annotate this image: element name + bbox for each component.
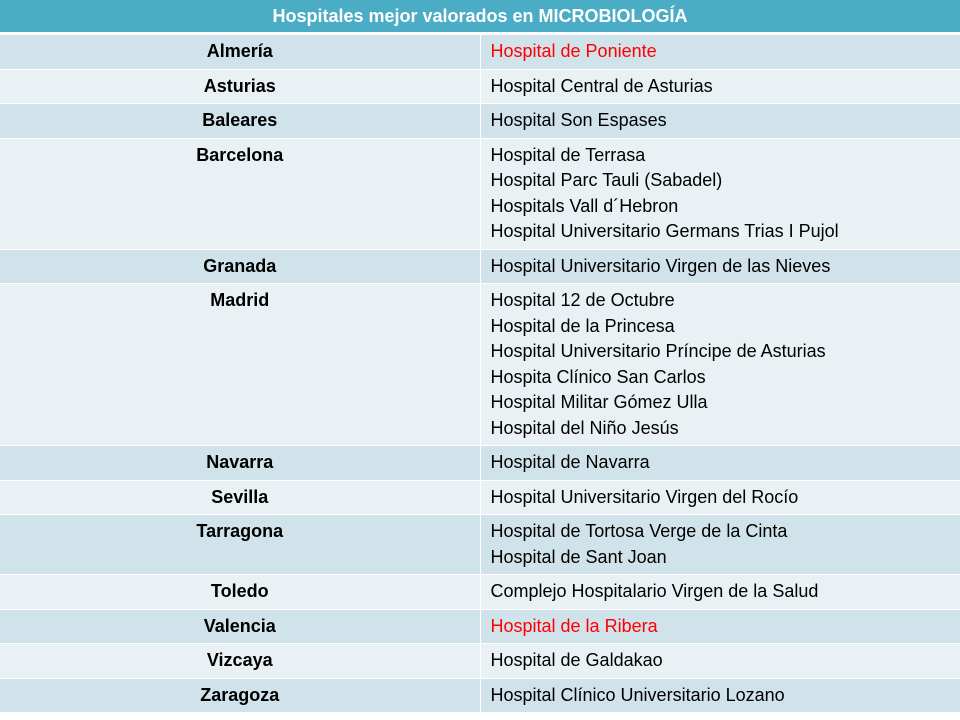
- hospital-list-cell: [480, 284, 960, 446]
- hospital-name: Hospital de la Princesa: [490, 315, 675, 336]
- hospital-name: Hospital Universitario Virgen del Rocío: [490, 486, 799, 507]
- header-row: [0, 0, 960, 34]
- table-row: [0, 609, 960, 644]
- hospital-list-cell: [480, 249, 960, 284]
- hospital-name: Hospital Son Espases: [490, 110, 667, 130]
- hospital-list-cell: [480, 138, 960, 249]
- hospital-name: Hospital del Niño Jesús: [490, 417, 679, 438]
- table-row: [0, 34, 960, 70]
- hospital-name: Hospital 12 de Octubre: [490, 290, 675, 310]
- hospital-name: Hospital Parc Tauli (Sabadel): [490, 170, 723, 190]
- hospital-name: Hospital Clínico Universitario Lozano: [490, 684, 785, 705]
- hospital-name: Hospital de Sant Joan: [490, 546, 667, 567]
- hospital-name: Hospital Universitario Príncipe de Asturias: [490, 341, 826, 361]
- hospital-list-cell: [480, 34, 960, 70]
- province-cell: Barcelona: [0, 138, 480, 249]
- hospital-name: Hospitals Vall d´Hebron: [490, 195, 679, 216]
- table-row: [0, 104, 960, 139]
- hospital-list-cell: [480, 446, 960, 481]
- hospital-list-cell: [480, 678, 960, 713]
- hospital-name: Hospital de Navarra: [490, 452, 650, 472]
- hospital-name: Hospital de Poniente: [490, 41, 657, 61]
- table-row: [0, 515, 960, 575]
- hospital-list-cell: [480, 480, 960, 515]
- table-header: [0, 0, 960, 34]
- table-row: [0, 69, 960, 104]
- province-cell: Baleares: [0, 104, 480, 139]
- hospital-list-cell: [480, 69, 960, 104]
- province-cell: Tarragona: [0, 515, 480, 575]
- hospital-name: Hospital de la Ribera: [490, 615, 658, 636]
- hospital-name: Complejo Hospitalario Virgen de la Salud: [490, 581, 819, 601]
- province-cell: Madrid: [0, 284, 480, 446]
- table-row: [0, 284, 960, 446]
- hospital-name: Hospital Universitario Virgen de las Nieves: [490, 255, 831, 276]
- province-cell: Valencia: [0, 609, 480, 644]
- hospital-list-cell: [480, 644, 960, 679]
- table-body: [0, 34, 960, 713]
- table-row: [0, 446, 960, 481]
- hospital-name: Hospital de Galdakao: [490, 650, 663, 670]
- province-cell: Toledo: [0, 575, 480, 610]
- hospital-name: Hospital de Tortosa Verge de la Cinta: [490, 521, 788, 541]
- province-cell: Zaragoza: [0, 678, 480, 713]
- hospital-list-cell: [480, 609, 960, 644]
- province-cell: Vizcaya: [0, 644, 480, 679]
- table-title: Hospitales mejor valorados en MICROBIOLOGÍA: [0, 0, 960, 34]
- hospital-list-cell: [480, 575, 960, 610]
- hospital-name: Hospital Universitario Germans Trias I Pujol: [490, 221, 839, 241]
- table-row: [0, 480, 960, 515]
- table-row: [0, 249, 960, 284]
- table-row: [0, 678, 960, 713]
- hospital-name: Hospital de Terrasa: [490, 144, 646, 165]
- hospital-name: Hospita Clínico San Carlos: [490, 366, 706, 387]
- province-cell: Navarra: [0, 446, 480, 481]
- province-cell: Sevilla: [0, 480, 480, 515]
- table-row: [0, 138, 960, 249]
- hospital-name: Hospital Militar Gómez Ulla: [490, 392, 708, 412]
- table-row: [0, 575, 960, 610]
- hospital-list-cell: [480, 515, 960, 575]
- province-cell: Asturias: [0, 69, 480, 104]
- province-cell: Almería: [0, 34, 480, 70]
- province-cell: Granada: [0, 249, 480, 284]
- table-row: [0, 644, 960, 679]
- hospital-name: Hospital Central de Asturias: [490, 75, 713, 96]
- hospital-list-cell: [480, 104, 960, 139]
